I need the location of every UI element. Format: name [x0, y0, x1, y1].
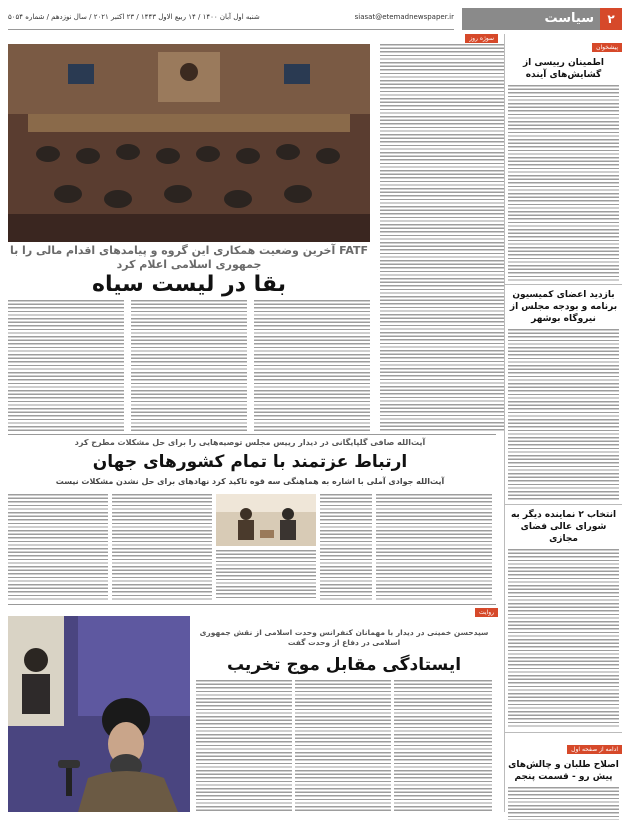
meeting-photo	[216, 494, 316, 546]
story-1-body-column	[8, 300, 124, 432]
portrait-photo	[8, 616, 190, 812]
story-3-tag: روایت	[475, 608, 498, 617]
dateline: شنبه اول آبان ۱۴۰۰ / ۱۴ ربیع الاول ۱۴۴۳ / ۲۳ اکتبر ۲۰۲۱ / سال نوزدهم / شماره ۵۰۵۴	[8, 13, 260, 21]
sidebar-story-3-title: انتخاب ۲ نماینده دیگر به شورای عالی فضای مجازی	[510, 510, 617, 544]
story-1-body-column	[131, 300, 247, 432]
sidebar-story-1-title: اطمینان رییسی از گشایش‌های آینده	[522, 58, 605, 80]
story-2-body-column	[216, 550, 316, 600]
sidebar-story-3-body	[508, 549, 619, 729]
divider	[505, 284, 622, 285]
story-2-headline: ارتباط عزتمند با تمام کشورهای جهان	[92, 452, 408, 472]
story-2-body-column	[8, 494, 108, 600]
story-3-body-column	[295, 680, 391, 812]
story-2-kicker: آیت‌الله صافی گلپایگانی در دیدار رییس مجلس توصیه‌هایی را برای حل مشکلات مطرح کرد	[74, 438, 426, 447]
sidebar-story-2-body	[508, 329, 619, 501]
page-number: ۲	[600, 8, 622, 30]
story-2-body-column	[320, 494, 372, 600]
story-1-body-column	[380, 44, 504, 432]
section-title: سیاست	[544, 11, 594, 26]
story-2-body-column	[376, 494, 492, 600]
divider	[8, 434, 496, 435]
story-1-tag: سوژه روز	[465, 34, 498, 43]
story-2-subhead: آیت‌الله جوادی آملی با اشاره به هماهنگی سه قوه تاکید کرد نهادهای برای حل نشدن مشکلات نیست	[55, 477, 445, 486]
sidebar-tag-desk: پیشخوان	[592, 43, 622, 52]
sidebar-story-4-body	[508, 787, 619, 820]
sidebar-story-1-body	[508, 85, 619, 281]
section-email: siasat@etemadnewspaper.ir	[354, 13, 454, 21]
story-3-body-column	[394, 680, 492, 812]
page-header	[8, 8, 622, 30]
divider	[8, 604, 496, 605]
story-3-kicker: سیدحسن خمینی در دیدار با مهمانان کنفرانس وحدت اسلامی از نقش جمهوری اسلامی در دفاع از وحدت گفت	[199, 628, 489, 647]
sidebar-story-4-title: اصلاح طلبان و چالش‌های پیش رو - قسمت پنجم	[508, 760, 619, 782]
sidebar	[504, 34, 622, 812]
divider	[505, 504, 622, 505]
story-1-body-column	[254, 300, 370, 432]
sidebar-tag-continued: ادامه از صفحه اول	[567, 745, 622, 754]
story-3-body-column	[196, 680, 292, 812]
header-rule	[8, 29, 454, 30]
divider	[505, 732, 622, 733]
parliament-photo	[8, 44, 370, 242]
story-3-headline: ایستادگی مقابل موج تخریب	[226, 655, 462, 675]
story-1-kicker: FATF آخرین وضعیت همکاری این گروه و پیامدهای اقدام مالی را با جمهوری اسلامی اعلام کرد	[9, 244, 369, 271]
sidebar-story-2-title: بازدید اعضای کمیسیون برنامه و بودجه مجلس از نیروگاه بوشهر	[509, 290, 618, 324]
story-2-body-column	[112, 494, 212, 600]
section-band	[462, 8, 622, 30]
story-1-headline: بقا در لیست سیاه	[91, 272, 287, 297]
